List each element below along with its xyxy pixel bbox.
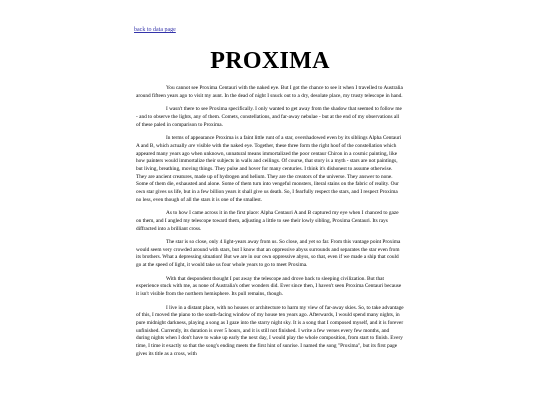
paragraph-7: I live in a distant place, with no houses or architecture to harm my view of far-away skies. So, to take advantage of this, I moved the piano to the south-facing window of my house ten years ago. Afterwards, I would spend many nights, in pure midnight darkness, playing a song as I gaze into the starry night sky. It is a song that I composed myself, and it is forever unfinished. Currently, its duration is over 5 hours, and it is still not finished. I write a few verses every few months, and during nights when I don't have to wake up early the next day, I would play the whole composition, from start to finish. Every time, I time it exactly so that the song's ending meets the first hint of sunrise. I named the song "Proxima", but its first page gives its title as a cross, with <box>136 304 404 357</box>
page-title: PROXIMA <box>210 48 330 74</box>
article-body <box>136 85 404 364</box>
paragraph-5: The star is so close, only 4 light-years away from us. So close, and yet so far. From this vantage point Proxima would seem very crowded around with stars, but I know that an oppressive abyss surrounds and separates the star even from its brothers. What a depressing situation! But we are in our own oppressive abyss, so that, even if we made a ship that could go at the speed of light, it would take us four whole years to go to meet Proxima. <box>136 239 401 269</box>
paragraph-3: In terms of appearance Proxima is a faint little runt of a star, overshadowed even by its siblings Alpha Centauri A and B, which actually are visible with the naked eye. Together, these three form the right hoof of the constellation which appeared many years ago when unknown, unnatural means immortalized the poor centaur Chiron in a cosmic painting, like how painters would immortalize their subjects in walls and ceilings. Of course, that story is a myth - stars are not paintings, but living, breathing, moving things. They pulse and hover for many centuries. I think it's dishonest to assume otherwise. They are ancient creatures, made up of hydrogen and helium. They are the creators of the universe. They answer to none. Some of them die, exhausted and alone. Some of them turn into vengeful monsters, literal stains on the fabric of reality. Our own star gives us life, but in a few billion years it shall give us death. So, I fearfully respect the stars, and I respect Proxima no less, even though of all the stars it is one of the smallest. <box>136 135 402 203</box>
emphasis-are: are <box>188 142 196 149</box>
paragraph-2: I wasn't there to see Proxima specifically. I only wanted to get away from the shadow that seemed to follow me - and to observe the lights, any of them. Comets, constellations, and far-away nebulae - but at the end of my observations all of these paled in comparison to Proxima. <box>136 106 402 128</box>
paragraph-6: With that despondent thought I put away the telescope and drove back to sleeping civilization. But that experience stuck with me, as none of Australia's other wonders did. Ever since then, I haven't seen Proxima Centauri because it isn't visible from the northern hemisphere. Its pull remains, though. <box>136 275 402 298</box>
paragraph-4: As to how I came across it in the first place: Alpha Centauri A and B captured my eye when I chanced to gaze on them, and I angled my telescope toward them, adjusting a little to see their lowly sibling, Proxima Centauri. Its rays diffracted into a brilliant cross. <box>136 210 399 232</box>
back-to-data-page-link[interactable]: back to data page <box>134 27 176 33</box>
paragraph-1: You cannot see Proxima Centauri with the naked eye. But I got the chance to see it when I travelled to Australia around fifteen years ago to visit my aunt. In the dead of night I snuck out to a dry, desolate place, my trusty telescope in hand. <box>136 85 403 99</box>
